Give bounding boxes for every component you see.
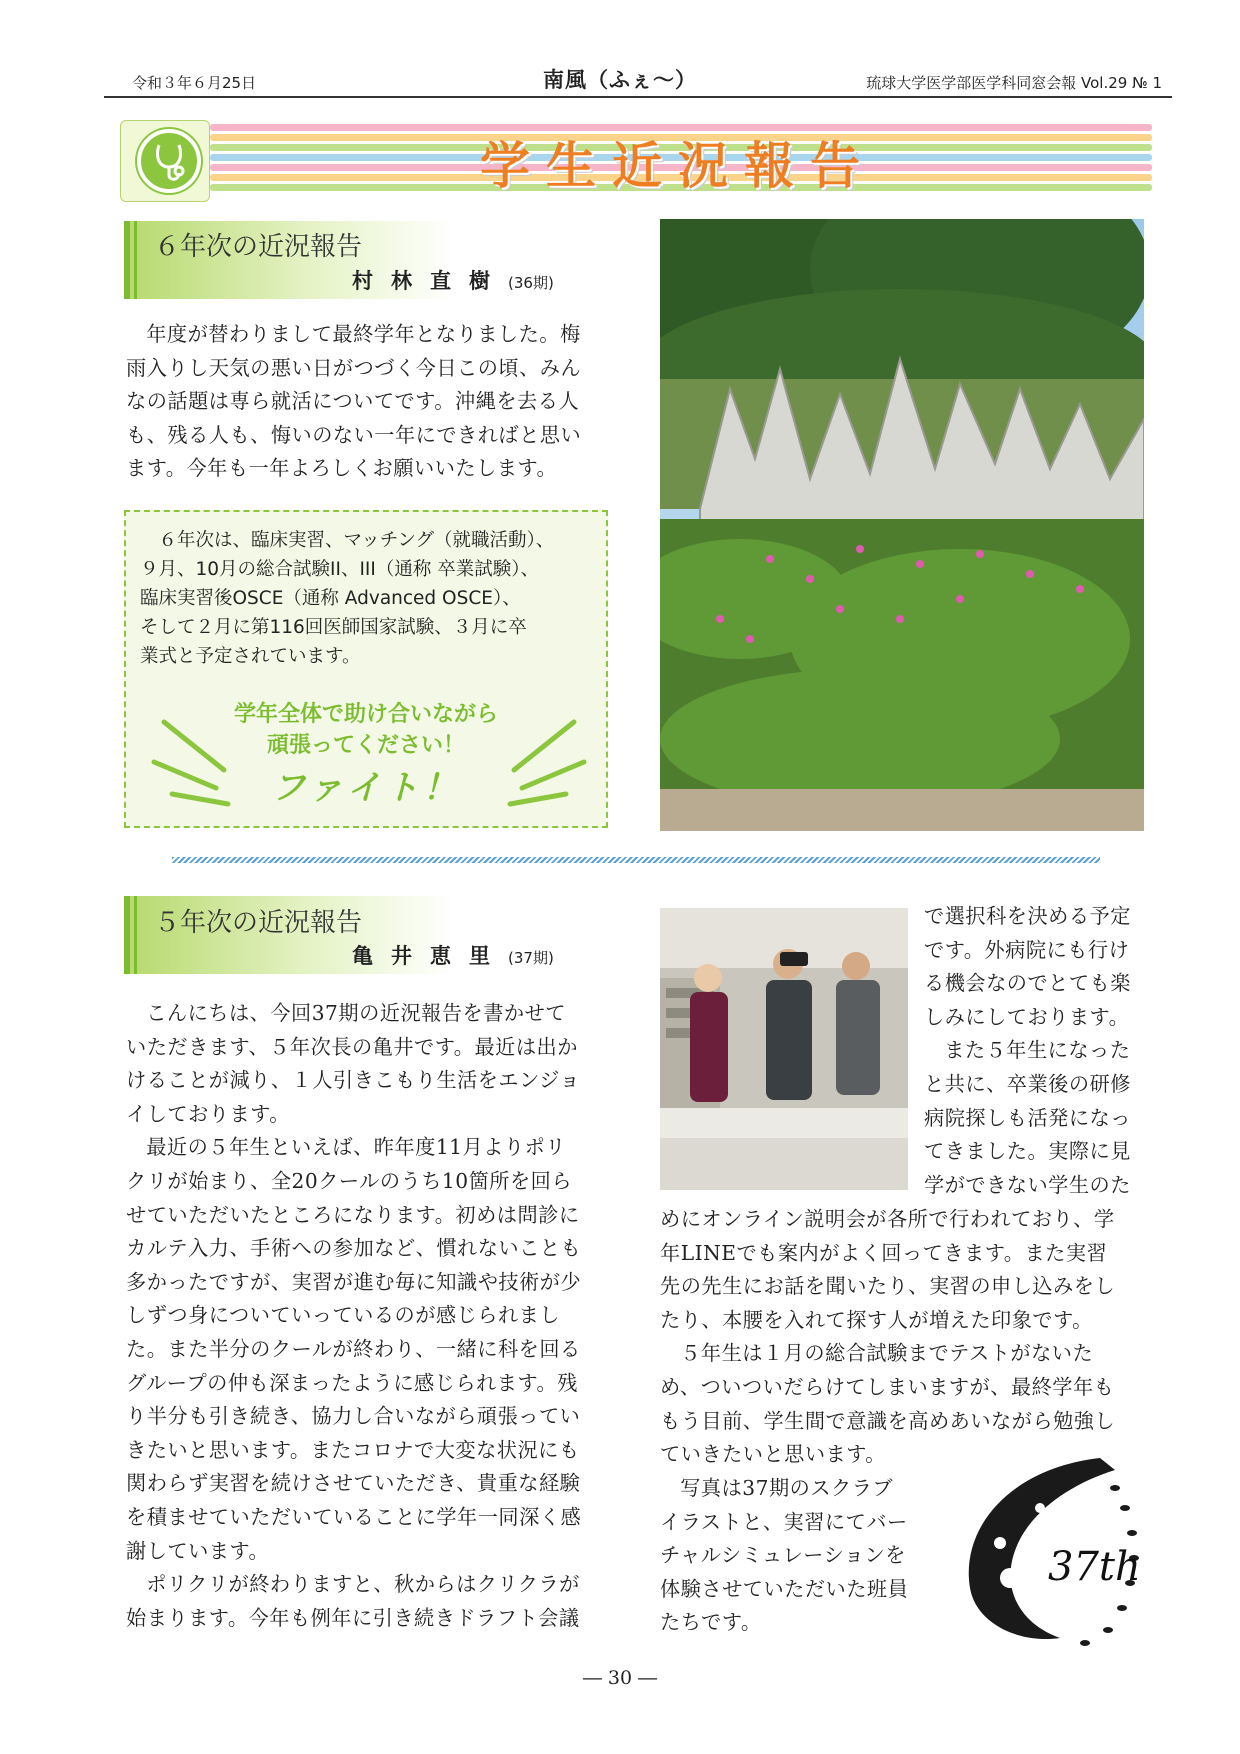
sec5-line: 先の先生にお話を聞いたり、実習の申し込みをし xyxy=(660,1274,1116,1299)
sec5-line: もう目前、学生間で意識を高めあいながら勉強し xyxy=(660,1408,1116,1433)
sec5-line: イしております。 xyxy=(126,1101,290,1126)
students-vr-photo xyxy=(660,908,908,1190)
sec5-title: ５年次の近況報告 xyxy=(154,908,363,938)
cheer-line-1: 学年全体で助け合いながら xyxy=(233,702,498,727)
info-line: 業式と予定されています。 xyxy=(140,646,361,667)
sec6-author-name: 村林直樹 xyxy=(352,268,508,293)
sec6-line: 雨入りし天気の悪い日がつづく今日この頃、みん xyxy=(126,355,582,380)
sec5-right-wide xyxy=(660,1203,1146,1472)
sec5-heading-bar-thin xyxy=(134,896,137,974)
sec6-line: 年度が替わりまして最終学年となりました。梅 xyxy=(146,322,581,346)
sec6-cohort: (36期) xyxy=(508,274,554,292)
sec5-line: ていきたいと思います。 xyxy=(660,1442,886,1467)
sec6-heading-bar-thin xyxy=(134,221,137,299)
schedule-info-text xyxy=(140,526,592,671)
info-line: そして２月に第116回医師国家試験、３月に卒 xyxy=(140,617,527,638)
sec5-line: 多かったですが、実習が進む毎に知識や技術が少 xyxy=(126,1269,582,1294)
sec5-cohort: (37期) xyxy=(508,949,554,967)
sec6-line: ます。今年も一年よろしくお願いいたします。 xyxy=(126,456,558,481)
sec5-line: で選択科を決める予定 xyxy=(924,904,1131,928)
sec5-line: イラストと、実習にてバー xyxy=(660,1509,908,1534)
sec6-line: なの話題は専ら就活についてです。沖縄を去る人 xyxy=(126,389,580,414)
sec5-line: 写真は37期のスクラブ xyxy=(680,1476,894,1500)
sec5-line: り半分も引き続き、協力し合いながら頑張ってい xyxy=(126,1404,581,1429)
section-divider xyxy=(172,857,1100,863)
publication-info: 琉球大学医学部医学科同窓会報 Vol.29 № 1 xyxy=(866,74,1162,92)
sec5-line: 謝しています。 xyxy=(126,1538,270,1563)
sec5-line: 体験させていただいた班員 xyxy=(660,1576,909,1601)
sec5-line: 学ができない学生のた xyxy=(924,1172,1131,1197)
sec5-line: 最近の５年生といえば、昨年度11月よりポリ xyxy=(146,1135,566,1160)
sec5-line: を積ませていただいていることに学年一同深く感 xyxy=(126,1504,582,1529)
sec5-line: せていただいたところになります。初めは問診に xyxy=(126,1202,580,1227)
sec5-line: けることが減り、１人引きこもり生活をエンジョ xyxy=(126,1068,581,1093)
sec6-heading-bar xyxy=(124,221,130,299)
page-number: ― 30 ― xyxy=(582,1667,658,1689)
sec5-line: 年LINEでも案内がよく回ってきます。また実習 xyxy=(660,1240,1108,1265)
sec5-line: 関わらず実習を続けさせていただき、貴重な経験 xyxy=(126,1471,581,1496)
sec5-author xyxy=(352,940,554,970)
sec5-left-column xyxy=(126,997,612,1635)
sec6-title: ６年次の近況報告 xyxy=(154,232,363,262)
sec5-line: たちです。 xyxy=(660,1610,762,1635)
sec5-line: る機会なのでとても楽 xyxy=(924,971,1131,996)
info-line: 臨床実習後OSCE（通称 Advanced OSCE）、 xyxy=(140,588,521,609)
sec5-line: たり、本腰を入れて探す人が増えた印象です。 xyxy=(660,1307,1093,1332)
sec5-author-name: 亀井恵里 xyxy=(352,943,508,968)
sec5-line: た。また半分のクールが終わり、一緒に科を回る xyxy=(126,1336,581,1361)
sec6-body xyxy=(126,318,608,486)
sec5-line: と共に、卒業後の研修 xyxy=(924,1071,1131,1096)
sec5-right-narrow xyxy=(924,900,1154,1202)
sec5-line: チャルシミュレーションを xyxy=(660,1543,906,1568)
cohort-37-text: 37th xyxy=(1048,1544,1141,1590)
sec5-line: また５年生になった xyxy=(944,1038,1131,1063)
fight-message: ファイト！ xyxy=(271,768,461,808)
sec5-line: クリが始まり、全20クールのうち10箇所を回ら xyxy=(126,1168,573,1193)
banner-title: 学生近況報告 xyxy=(480,137,876,195)
garden-photo xyxy=(660,219,1144,831)
sec5-line: です。外病院にも行け xyxy=(924,937,1130,962)
stethoscope-icon xyxy=(137,129,201,193)
info-line: ６年次は、臨床実習、マッチング（就職活動）、 xyxy=(158,530,555,551)
sec5-line: ５年生は１月の総合試験までテストがないた xyxy=(680,1341,1094,1366)
sec5-line: カルテ入力、手術への参加など、慣れないことも xyxy=(126,1236,582,1261)
newsletter-title: 南風（ふぇ〜） xyxy=(543,67,697,92)
info-line: ９月、10月の総合試験II、III（通称 卒業試験）、 xyxy=(140,559,539,580)
sec5-line: 病院探しも活発になっ xyxy=(924,1105,1131,1130)
sec5-line: しみにしております。 xyxy=(924,1004,1130,1029)
sec6-line: も、残る人も、悔いのない一年にできればと思い xyxy=(126,422,582,447)
sec5-line: こんにちは、今回37期の近況報告を書かせて xyxy=(146,1001,566,1025)
sec5-heading-bar xyxy=(124,896,130,974)
sec5-line: ポリクリが終わりますと、秋からはクリクラが xyxy=(146,1572,580,1597)
sec5-line: しずつ身についていっているのが感じられまし xyxy=(126,1303,561,1328)
sec5-photo-caption xyxy=(660,1472,950,1640)
cohort-37-logo xyxy=(950,1448,1145,1648)
sec5-line: め、ついついだらけてしまいますが、最終学年も xyxy=(660,1374,1115,1399)
sec5-line: めにオンライン説明会が各所で行われており、学 xyxy=(660,1207,1115,1231)
sec5-line: きたいと思います。またコロナで大変な状況にも xyxy=(126,1437,580,1462)
sec5-line: 始まります。今年も例年に引き続きドラフト会議 xyxy=(126,1605,580,1630)
cheer-line-2: 頑張ってください！ xyxy=(266,733,465,758)
sec6-author xyxy=(352,265,554,295)
issue-date: 令和３年６月25日 xyxy=(132,74,257,92)
sec5-line: グループの仲も深まったように感じられます。残 xyxy=(126,1370,578,1395)
header-rule xyxy=(104,96,1172,98)
sec5-line: てきました。実際に見 xyxy=(924,1139,1131,1164)
sec5-line: いただきます、５年次長の亀井です。最近は出か xyxy=(126,1034,578,1059)
